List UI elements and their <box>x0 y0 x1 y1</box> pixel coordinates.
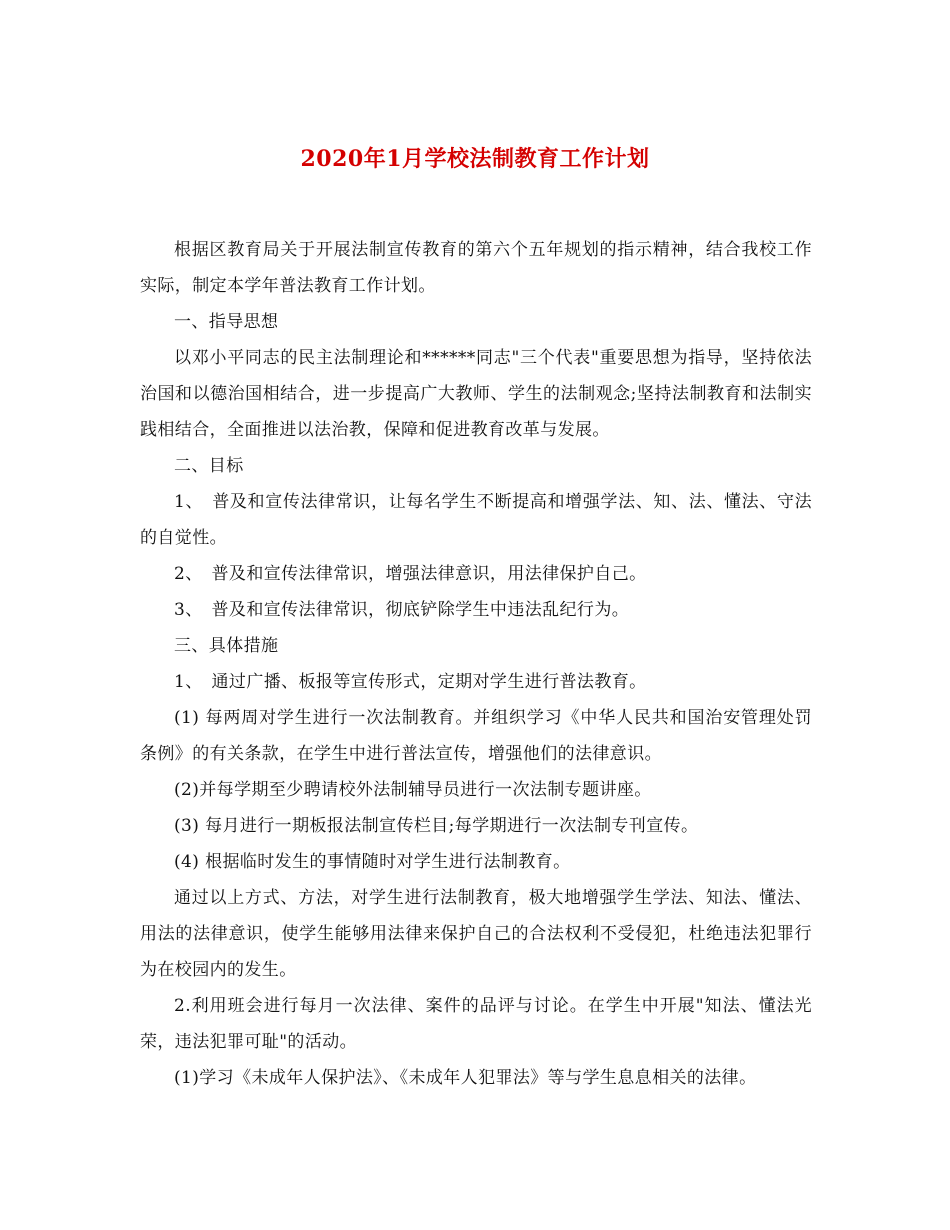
paragraph-intro: 根据区教育局关于开展法制宣传教育的第六个五年规划的指示精神，结合我校工作实际，制定本学年普法教育工作计划。 <box>140 240 812 296</box>
measure-item-1: 1、 通过广播、板报等宣传形式，定期对学生进行普法教育。 <box>174 672 647 692</box>
paragraph-guiding-ideology: 以邓小平同志的民主法制理论和******同志"三个代表"重要思想为指导，坚持依法治国和以德治国相结合，进一步提高广大教师、学生的法制观念;坚持法制教育和法制实践相结合，全面推进以法治教，保障和促进教育改革与发展。 <box>140 348 812 440</box>
measure-item-2-subitem-1: (1)学习《未成年人保护法》、《未成年人犯罪法》等与学生息息相关的法律。 <box>174 1068 757 1088</box>
document-title: 2020年1月学校法制教育工作计划 <box>300 146 650 172</box>
goal-item-3: 3、 普及和宣传法律常识，彻底铲除学生中违法乱纪行为。 <box>174 600 630 620</box>
measure-subitem-4: (4) 根据临时发生的事情随时对学生进行法制教育。 <box>174 852 571 872</box>
measure-subitem-2: (2)并每学期至少聘请校外法制辅导员进行一次法制专题讲座。 <box>174 780 652 800</box>
heading-goals: 二、目标 <box>174 456 244 476</box>
measure-item-2: 2.利用班会进行每月一次法律、案件的品评与讨论。在学生中开展"知法、懂法光荣，违法犯罪可耻"的活动。 <box>140 996 812 1052</box>
measure-subitem-3: (3) 每月进行一期板报法制宣传栏目;每学期进行一次法制专刊宣传。 <box>174 816 699 836</box>
heading-guiding-ideology: 一、指导思想 <box>174 312 279 332</box>
goal-item-1: 1、 普及和宣传法律常识，让每名学生不断提高和增强学法、知、法、懂法、守法的自觉性。 <box>140 492 812 548</box>
goal-item-2: 2、 普及和宣传法律常识，增强法律意识，用法律保护自己。 <box>174 564 647 584</box>
heading-measures: 三、具体措施 <box>174 636 279 656</box>
document-body <box>140 232 812 1096</box>
measure-subitem-1: (1) 每两周对学生进行一次法制教育。并组织学习《中华人民共和国治安管理处罚条例》的有关条款，在学生中进行普法宣传，增强他们的法律意识。 <box>140 708 812 764</box>
paragraph-summary: 通过以上方式、方法，对学生进行法制教育，极大地增强学生学法、知法、懂法、用法的法律意识，使学生能够用法律来保护自己的合法权利不受侵犯，杜绝违法犯罪行为在校园内的发生。 <box>140 888 812 980</box>
